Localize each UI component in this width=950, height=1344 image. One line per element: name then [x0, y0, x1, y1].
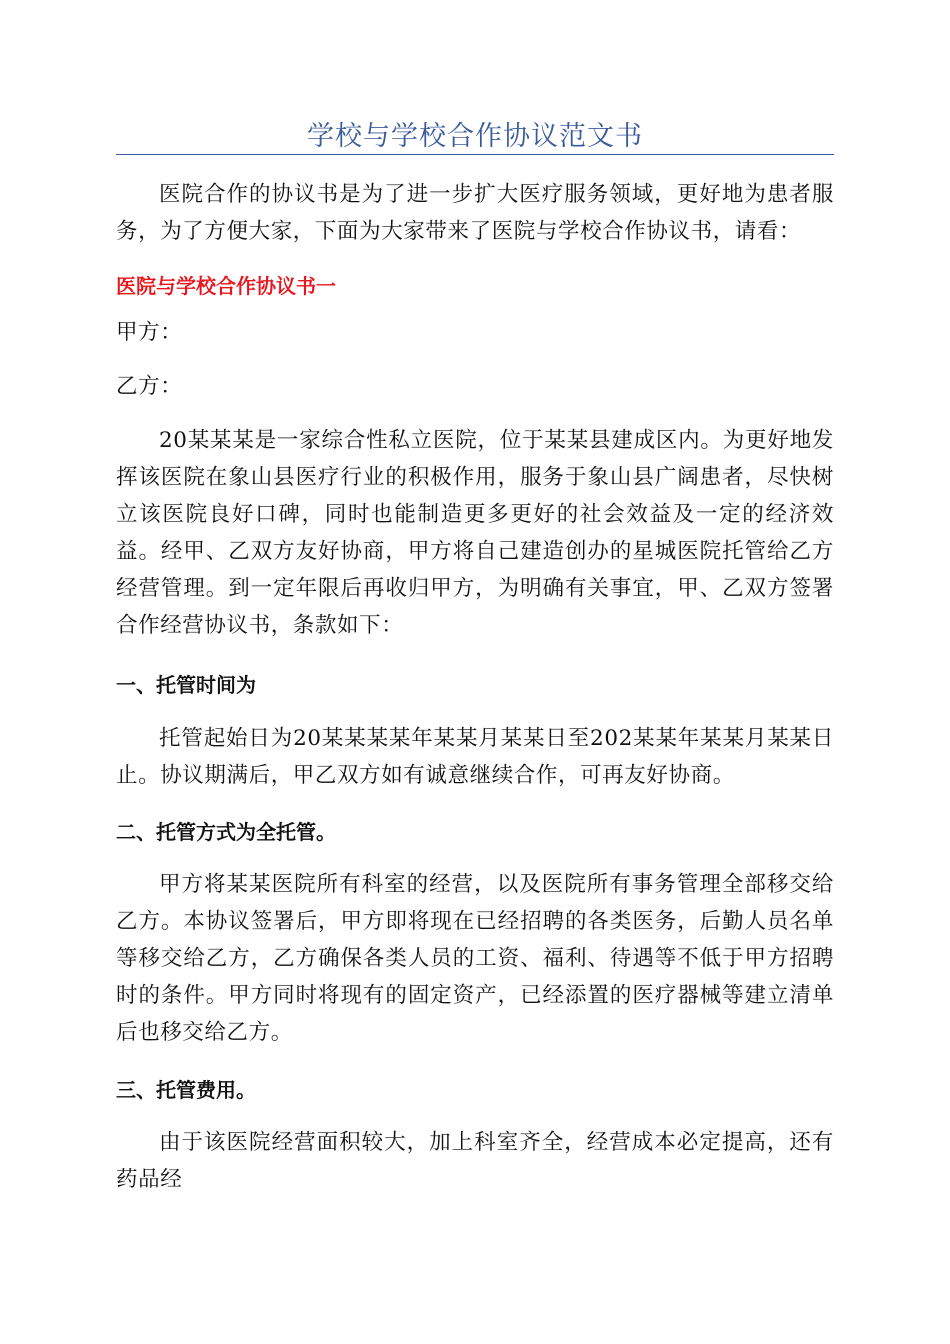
paragraph-background: 20某某某是一家综合性私立医院，位于某某县建成区内。为更好地发挥该医院在象山县医疗行业的积极作用，服务于象山县广阔患者，尽快树立该医院良好口碑，同时也能制造更多更好的社会效益及一定的经济效益。经甲、乙双方友好协商，甲方将自己建造创办的星城医院托管给乙方经营管理。到一定年限后再收归甲方，为明确有关事宜，甲、乙双方签署合作经营协议书，条款如下：	[116, 428, 834, 638]
paragraph-fees: 由于该医院经营面积较大，加上科室齐全，经营成本必定提高，还有药品经	[116, 1130, 834, 1192]
party-a-label: 甲方：	[116, 320, 183, 345]
section-title: 医院与学校合作协议书一	[116, 274, 336, 298]
intro-paragraph: 医院合作的协议书是为了进一步扩大医疗服务领域，更好地为患者服务，为了方便大家，下面为大家带来了医院与学校合作协议书，请看：	[116, 182, 834, 244]
heading-term: 一、托管时间为	[116, 673, 256, 697]
paragraph-term: 托管起始日为20某某某某年某某月某某日至202某某年某某月某某日止。协议期满后，甲乙双方如有诚意继续合作，可再友好协商。	[116, 726, 834, 788]
heading-method: 二、托管方式为全托管。	[116, 820, 336, 844]
paragraph-method: 甲方将某某医院所有科室的经营，以及医院所有事务管理全部移交给乙方。本协议签署后，甲方即将现在已经招聘的各类医务，后勤人员名单等移交给乙方，乙方确保各类人员的工资、福利、待遇等不低于甲方招聘时的条件。甲方同时将现有的固定资产，已经添置的医疗器械等建立清单后也移交给乙方。	[116, 872, 834, 1045]
party-b-label: 乙方：	[116, 374, 183, 399]
title-underline	[116, 154, 834, 155]
heading-fees: 三、托管费用。	[116, 1078, 256, 1102]
document-title: 学校与学校合作协议范文书	[307, 121, 643, 152]
